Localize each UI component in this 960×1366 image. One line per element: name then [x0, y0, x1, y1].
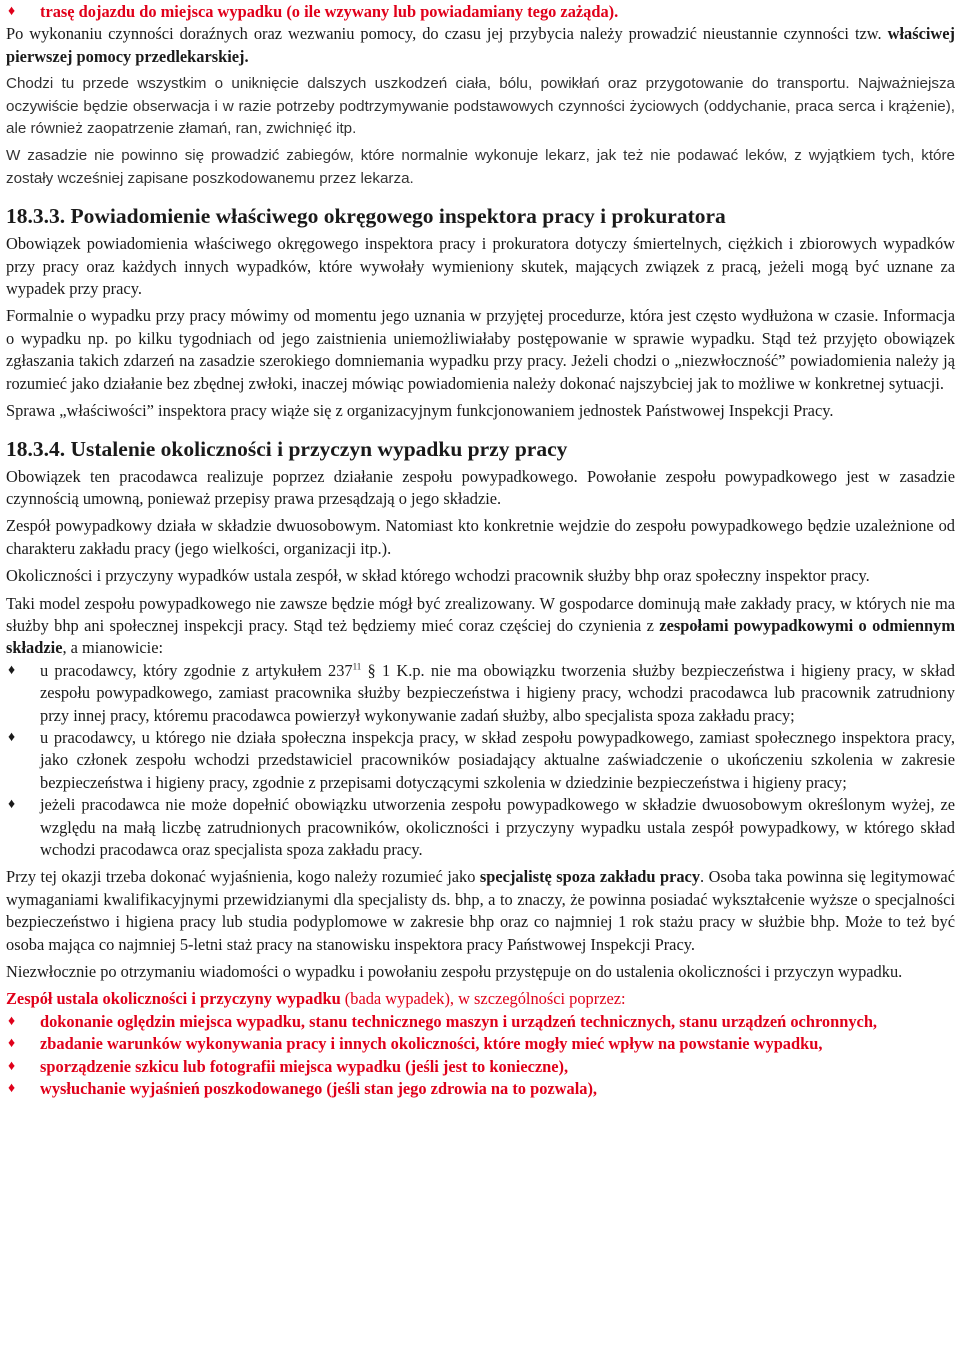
top-red-list — [6, 0, 955, 23]
diamond-bullet-icon: ♦ — [8, 1058, 16, 1074]
paragraph-immediately: Niezwłocznie po otrzymaniu wiadomości o wypadku i powołaniu zespołu przystępuje on do ustalenia okoliczności i przyczyn wypadku. — [6, 962, 903, 982]
red-list-item: ♦ zbadanie warunków wykonywania pracy i innych okoliczności, które mogły mieć wpływ na powstanie wypadku, — [6, 1033, 955, 1055]
paragraph-external-specialist: Przy tej okazji trzeba dokonać wyjaśnienia, kogo należy rozumieć jako specjalistę spoza zakładu pracy. Osoba taka powinna się legitymować wymaganiami kwalifikacyjnymi przewidzianymi dla specjalisty ds. bhp, a to znaczy, że powinna posiadać wykształcenie wyższe o specjalności bezpieczeństwo i higiena pracy lub studia podyplomowe w zakresie bhp oraz co najmniej 1 rok stażu pracy w służbie bhp. Może to też być osoba mająca co najmniej 5-letni staż pracy na stanowisku inspektora pracy Państwowej Inspekcji Pracy. — [6, 867, 955, 954]
paragraph-formal-accident: Formalnie o wypadku przy pracy mówimy od momentu jego uznania w przyjętej procedurze, która jest często wydłużona w czasie. Informacja o wypadku np. po kilku tygodniach od jego zaistnienia uniemożliwiałaby postępowanie w sprawie wypadku. Stąd też przyjęto obowiązek zgłaszania takich zdarzeń na zasadzie szerokiego domniemania wypadku przy pracy. Jeżeli chodzi o „niezwłoczność” powiadomienia należy ją rozumieć jako działanie bez zbędnej zwłoki, inaczej mówiąc powiadomienia należy dokonać najszybciej jak to możliwe w konkretnej sytuacji. — [6, 306, 955, 393]
list-item: ♦ u pracodawcy, u którego nie działa społeczna inspekcja pracy, w skład zespołu powypadkowego, zamiast społecznego inspektora pracy, jako członek zespołu wchodzi przedstawiciel pracowników posiadający aktualne zaświadczenie o ukończeniu szkolenia w zakresie bezpieczeństwa i higieny pracy, zgodnie z przepisami dotyczącymi szkolenia w dziedzinie bezpieczeństwa i higieny pracy; — [8, 727, 955, 792]
section-heading-18-3-4: 18.3.4. Ustalenie okoliczności i przyczyn wypadku przy pracy — [6, 436, 568, 461]
paragraph-no-treatment: W zasadzie nie powinno się prowadzić zabiegów, które normalnie wykonuje lekarz, jak też nie podawać leków, z wyjątkiem tych, które zostały wcześniej zapisane poszkodowanemu przez lekarza. — [6, 147, 955, 187]
red-list-item: ♦ trasę dojazdu do miejsca wypadku (o ile wzywany lub powiadamiany tego zażąda). — [6, 1, 955, 23]
paragraph-team-determines: Zespół ustala okoliczności i przyczyny wypadku (bada wypadek), w szczególności poprzez: — [6, 989, 626, 1009]
paragraph-injury-prevention: Chodzi tu przede wszystkim o uniknięcie dalszych uszkodzeń ciała, bólu, powikłań oraz przygotowanie do transportu. Najważniejsza oczywiście będzie obserwacja i w razie potrzeby podtrzymywanie podstawowych czynności życiowych (oddychanie, praca serca i krążenie), ale również zaopatrzenie złamań, ran, zwichnięć itp. — [6, 75, 955, 138]
diamond-bullet-icon: ♦ — [8, 1081, 16, 1097]
team-composition-list — [6, 660, 955, 862]
red-list-item: ♦ dokonanie oględzin miejsca wypadku, stanu technicznego maszyn i urządzeń technicznych, stanu urządzeń ochronnych, — [6, 1011, 955, 1033]
paragraph-inspector-competence: Sprawa „właściwości” inspektora pracy wiąże się z organizacyjnym funkcjonowaniem jednostek Państwowej Inspekcji Pracy. — [6, 401, 834, 421]
paragraph-two-person-team: Zespół powypadkowy działa w składzie dwuosobowym. Natomiast kto konkretnie wejdzie do zespołu powypadkowego będzie uzależnione od charakteru zakładu pracy (jego wielkości, organizacji itp.). — [6, 516, 955, 558]
diamond-bullet-icon: ♦ — [8, 797, 16, 813]
diamond-bullet-icon: ♦ — [8, 1013, 16, 1029]
diamond-bullet-icon: ♦ — [8, 4, 16, 19]
list-item: ♦ u pracodawcy, który zgodnie z artykułem $237^{11}$ § 1 K.p. nie ma obowiązku tworzenia służby bezpieczeństwa i higieny pracy, w skład zespołu powypadkowego, zamiast pracownika służby bezpieczeństwa i higieny pracy, wchodzi pracodawca lub pracownik zatrudniony przy innej pracy, któremu pracodawca powierzył wykonywanie zadań służby, albo specjalista spoza zakładu pracy; — [8, 660, 956, 725]
paragraph-notification-duty: Obowiązek powiadomienia właściwego okręgowego inspektora pracy i prokuratora dotyczy śmiertelnych, ciężkich i zbiorowych wypadków przy pracy oraz każdych innych wypadków, które wywołały wymieniony skutek, mających związek z pracą, jeżeli mogą być uznane za wypadek przy pracy. — [6, 234, 955, 299]
diamond-bullet-icon: ♦ — [8, 662, 16, 678]
list-item: ♦ jeżeli pracodawca nie może dopełnić obowiązku utworzenia zespołu powypadkowego w składzie dwuosobowym określonym wyżej, ze względu na małą liczbę zatrudnionych pracowników, okoliczności i przyczyny wypadku ustala zespół powypadkowy, w którego skład wchodzi pracodawca oraz specjalista spoza zakładu pracy. — [8, 795, 955, 859]
red-list-item: ♦ sporządzenie szkicu lub fotografii miejsca wypadku (jeśli jest to konieczne), — [6, 1056, 955, 1078]
diamond-bullet-icon: ♦ — [8, 1036, 16, 1052]
red-list-item: ♦ wysłuchanie wyjaśnień poszkodowanego (jeśli stan jego zdrowia na to pozwala), — [6, 1078, 955, 1100]
diamond-bullet-icon: ♦ — [8, 729, 16, 745]
investigation-steps-list — [6, 1011, 955, 1101]
section-heading-18-3-3: 18.3.3. Powiadomienie właściwego okręgowego inspektora pracy i prokuratora — [6, 204, 726, 229]
paragraph-alternative-teams: Taki model zespołu powypadkowego nie zawsze będzie mógł być zrealizowany. W gospodarce dominują małe zakłady pracy, w których nie ma służby bhp ani społecznej inspekcji pracy. Stąd też będziemy mieć coraz częściej do czynienia z zespołami powypadkowymi o odmiennym składzie, a mianowicie: — [6, 593, 955, 658]
paragraph-first-aid: Po wykonaniu czynności doraźnych oraz wezwaniu pomocy, do czasu jej przybycia należy prowadzić nieustannie czynności tzw. właściwej pierwszej pomocy przedlekarskiej. — [6, 24, 955, 66]
paragraph-who-determines: Okoliczności i przyczyny wypadków ustala zespół, w skład którego wchodzi pracownik służby bhp oraz społeczny inspektor pracy. — [6, 566, 870, 586]
paragraph-accident-team: Obowiązek ten pracodawca realizuje poprzez działanie zespołu powypadkowego. Powołanie zespołu powypadkowego jest w zasadzie czynnością umowną, ponieważ przepisy prawa przesądzają o jego składzie. — [6, 466, 955, 508]
